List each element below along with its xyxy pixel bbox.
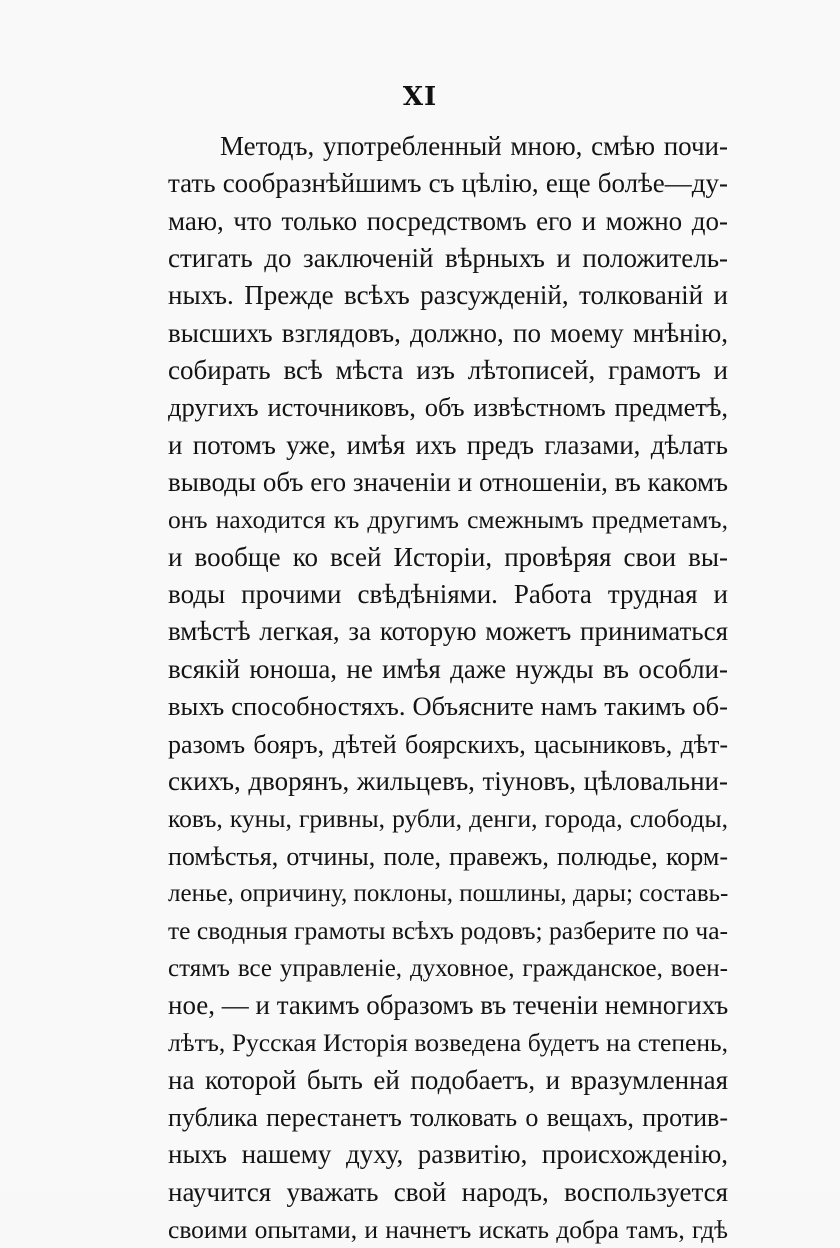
text-line: выхъ способностяхъ. Объясните намъ такимъ об- bbox=[168, 691, 728, 722]
text-line: те сводныя грамоты всѣхъ родовъ; разберите по ча- bbox=[168, 916, 728, 946]
text-line: ленье, опричину, поклоны, пошлины, дары; составь- bbox=[168, 879, 729, 907]
text-line: другихъ источниковъ, объ извѣстномъ предметѣ, bbox=[168, 392, 728, 423]
page-number: XI bbox=[402, 82, 438, 112]
text-line: ное, — и такимъ образомъ въ теченіи немногихъ bbox=[168, 989, 729, 1020]
text-line: стигать до заключеній вѣрныхъ и положитель- bbox=[168, 243, 728, 274]
text-line: Методъ, употребленный мною, смѣю почи- bbox=[220, 131, 728, 161]
text-line: тать сообразнѣйшимъ съ цѣлію, еще болѣе—ду- bbox=[168, 168, 728, 199]
body-text bbox=[168, 128, 728, 1248]
text-line: стямъ все управленіе, духовное, гражданское, воен- bbox=[168, 954, 728, 982]
text-line: и потомъ уже, имѣя ихъ предъ глазами, дѣлать bbox=[168, 429, 728, 460]
text-line: и вообще ко всей Исторіи, провѣряя свои вы- bbox=[168, 541, 728, 572]
text-line: помѣстья, отчины, поле, правежъ, полюдье, корм- bbox=[168, 841, 728, 871]
text-line: ковъ, куны, гривны, рубли, денги, города, слободы, bbox=[168, 804, 728, 834]
text-line: высшихъ взглядовъ, должно, по моему мнѣнію, bbox=[168, 317, 728, 348]
text-line: скихъ, дворянъ, жильцевъ, тіуновъ, цѣловальни- bbox=[168, 765, 728, 796]
text-line: онъ находится къ другимъ смежнымъ предметамъ, bbox=[168, 505, 728, 535]
text-line: всякій юноша, не имѣя даже нужды въ особли- bbox=[168, 653, 728, 684]
text-line: маю, что только посредствомъ его и можно до- bbox=[168, 205, 728, 236]
text-line: своими опытами, и начнетъ искать добра тамъ, гдѣ bbox=[168, 1214, 728, 1244]
text-line: вмѣстѣ легкая, за которую можетъ приниматься bbox=[168, 616, 728, 647]
text-line: лѣтъ, Русская Исторія возведена будетъ на степень, bbox=[168, 1028, 728, 1058]
text-line: воды прочими свѣдѣніями. Работа трудная и bbox=[168, 579, 728, 610]
text-line: собирать всѣ мѣста изъ лѣтописей, грамотъ и bbox=[168, 355, 728, 386]
text-line: научится уважать свой народъ, воспользуется bbox=[168, 1176, 728, 1207]
text-line: ныхъ. Прежде всѣхъ разсужденій, толкованій и bbox=[168, 280, 728, 311]
text-line: ныхъ нашему духу, развитію, происхожденію, bbox=[168, 1139, 728, 1170]
text-line: публика перестанетъ толковать о вещахъ, против- bbox=[168, 1102, 728, 1132]
text-line: разомъ бояръ, дѣтей боярскихъ, цасыниковъ, дѣт- bbox=[168, 729, 728, 759]
text-line: на которой быть ей подобаетъ, и вразумленная bbox=[168, 1064, 728, 1095]
text-line: выводы объ его значеніи и отношеніи, въ какомъ bbox=[168, 467, 728, 498]
